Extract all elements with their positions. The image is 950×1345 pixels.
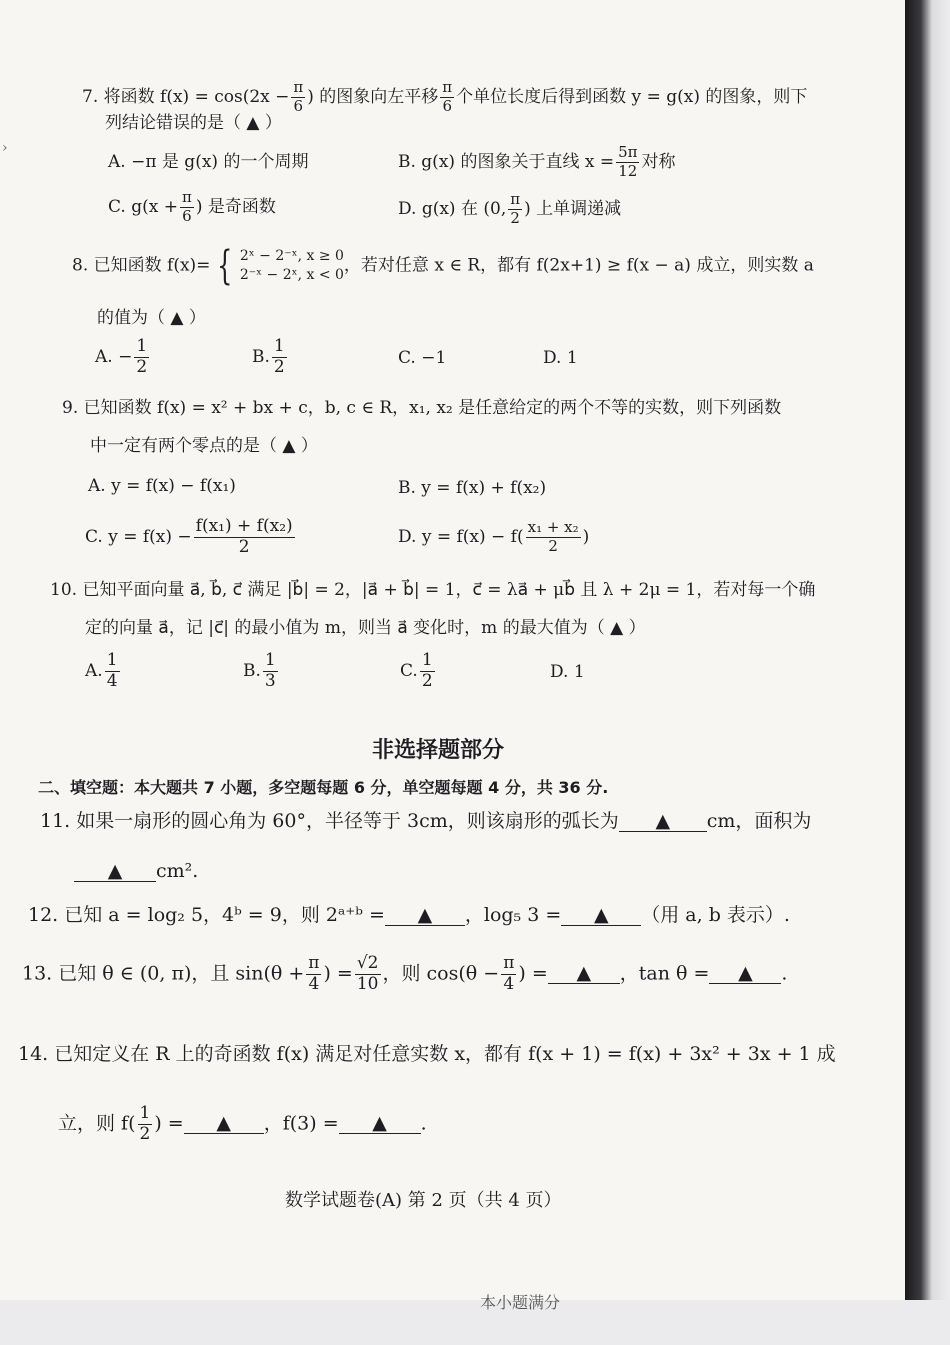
q9-option-d: D. y = f(x) − f( $\frac{\text{x₁ + x₂}}{2}$ )	[398, 518, 590, 555]
page-footer: 数学试题卷(A) 第 2 页（共 4 页）	[285, 1190, 562, 1211]
q14-line2: 立，则 f( $\frac{1}{2}$ ) = ▲ ，f(3) = ▲ .	[58, 1103, 427, 1144]
q10-line1: 10. 已知平面向量 a⃗, b⃗, c⃗ 满足 |b⃗| = 2，|a⃗ + b⃗| = 1，c⃗ = λa⃗ + μb⃗ 且 λ + 2μ = 1，若对每一个确	[50, 580, 816, 600]
q13-blank-1[interactable]: ▲	[548, 964, 620, 984]
q8-option-a: A. − $\frac{1}{2}$	[95, 336, 148, 377]
q11-blank-2[interactable]: ▲	[74, 862, 156, 882]
section-title: 非选择题部分	[372, 738, 505, 763]
q12-blank-1[interactable]: ▲	[385, 906, 465, 926]
q7-option-d: D. g(x) 在 (0, $\frac{\pi}{2}$ ) 上单调递减	[398, 190, 622, 227]
q10-option-d: D. 1	[550, 662, 585, 682]
q7-option-c: C. g(x + $\frac{\pi}{6}$ ) 是奇函数	[108, 188, 276, 225]
q8-line1: 8. 已知函数 f(x)= { 2ˣ − 2⁻ˣ, x ≥ 0 2⁻ˣ − 2ˣ, x < 0 ，若对任意 x ∈ R，都有 f(2x+1) ≥ f(x − a) 成立，则实数 a	[72, 243, 814, 289]
q9-line1: 9. 已知函数 f(x) = x² + bx + c，b, c ∈ R，x₁, x₂ 是任意给定的两个不等的实数，则下列函数	[62, 398, 782, 418]
q8-option-c: C. −1	[398, 348, 447, 368]
q9-option-c: C. y = f(x) − $\frac{\text{f(x₁) + f(x₂)}}{2}$	[85, 516, 293, 557]
q7-line2: 列结论错误的是（ ▲ ）	[105, 113, 282, 133]
q11-blank-1[interactable]: ▲	[619, 812, 707, 832]
q7-option-a: A. −π 是 g(x) 的一个周期	[108, 152, 309, 172]
q12-blank-2[interactable]: ▲	[561, 906, 641, 926]
q10-option-b: B. $\frac{1}{3}$	[243, 650, 276, 691]
bottom-strip	[0, 1300, 950, 1345]
q9-option-a: A. y = f(x) − f(x₁)	[88, 476, 236, 496]
q11-line1: 11. 如果一扇形的圆心角为 60°，半径等于 3cm，则该扇形的弧长为 ▲ cm，面积为	[40, 810, 812, 832]
q9-option-b: B. y = f(x) + f(x₂)	[398, 478, 547, 498]
q14-blank-1[interactable]: ▲	[184, 1114, 264, 1134]
q13-line: 13. 已知 θ ∈ (0, π)，且 sin(θ + $\frac{\pi}{4}$ ) = $\frac{√2}{10}$ ，则 cos(θ − $\frac{\pi}{4}$ ) = ▲ ，tan θ = ▲ .	[22, 953, 788, 994]
margin-mark: ›	[2, 140, 8, 156]
q8-option-d: D. 1	[543, 348, 578, 368]
q9-line2: 中一定有两个零点的是（ ▲ ）	[90, 436, 318, 456]
q10-option-c: C. $\frac{1}{2}$	[400, 650, 433, 691]
q8-line2: 的值为（ ▲ ）	[97, 308, 206, 328]
q10-line2: 定的向量 a⃗，记 |c⃗| 的最小值为 m，则当 a⃗ 变化时，m 的最大值为（ ▲ ）	[85, 618, 646, 638]
page-edge-shadow	[905, 0, 950, 1345]
q7-option-b: B. g(x) 的图象关于直线 x = $\frac{5\pi}{12}$ 对称	[398, 143, 676, 180]
q7-line1: 7. 将函数 f(x) = cos(2x − $\frac{\pi}{6}$ ) 的图象向左平移 $\frac{\pi}{6}$ 个单位长度后得到函数 y = g(x) 的图象，则下	[82, 78, 808, 115]
q14-blank-2[interactable]: ▲	[339, 1114, 421, 1134]
q14-line1: 14. 已知定义在 R 上的奇函数 f(x) 满足对任意实数 x，都有 f(x + 1) = f(x) + 3x² + 3x + 1 成	[18, 1043, 836, 1065]
q11-line2: ▲ cm².	[74, 862, 198, 882]
next-page-bleed-text: 本小题满分	[480, 1293, 561, 1312]
q8-option-b: B. $\frac{1}{2}$	[252, 336, 285, 377]
section-subtitle: 二、填空题：本大题共 7 小题，多空题每题 6 分，单空题每题 4 分，共 36 分.	[38, 778, 609, 797]
q12-line: 12. 已知 a = log₂ 5，4ᵇ = 9，则 2ᵃ⁺ᵇ = ▲ ，log₅ 3 = ▲ （用 a, b 表示）.	[28, 904, 790, 926]
q13-blank-2[interactable]: ▲	[709, 964, 781, 984]
q10-option-a: A. $\frac{1}{4}$	[85, 650, 118, 691]
